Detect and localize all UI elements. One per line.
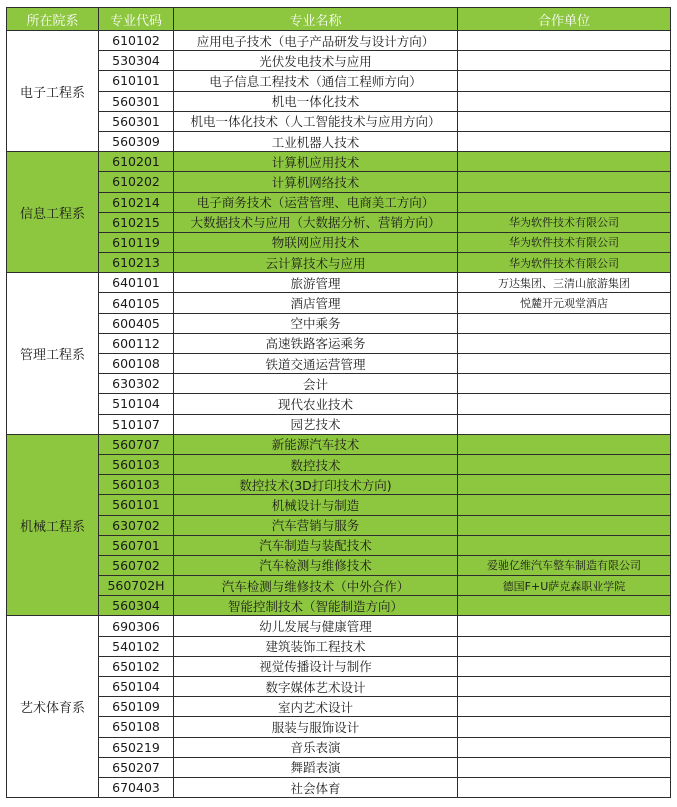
table-row — [7, 697, 671, 717]
name-cell: 酒店管理 — [174, 293, 458, 313]
name-cell: 机电一体化技术（人工智能技术与应用方向） — [174, 111, 458, 131]
table-row — [7, 495, 671, 515]
code-cell: 650104 — [99, 677, 174, 697]
table-row — [7, 232, 671, 252]
name-cell: 建筑装饰工程技术 — [174, 636, 458, 656]
code-cell: 560701 — [99, 535, 174, 555]
partner-cell: 悦麓开元观堂酒店 — [458, 293, 671, 313]
table-row — [7, 616, 671, 636]
name-cell: 新能源汽车技术 — [174, 434, 458, 454]
name-cell: 智能控制技术（智能制造方向） — [174, 596, 458, 616]
code-cell: 540102 — [99, 636, 174, 656]
code-cell: 640101 — [99, 273, 174, 293]
table-row — [7, 91, 671, 111]
table-row — [7, 576, 671, 596]
table-row — [7, 677, 671, 697]
code-cell: 630702 — [99, 515, 174, 535]
table-row — [7, 636, 671, 656]
code-cell: 690306 — [99, 616, 174, 636]
partner-cell — [458, 91, 671, 111]
code-cell: 670403 — [99, 777, 174, 797]
table-body — [7, 31, 671, 798]
name-cell: 舞蹈表演 — [174, 757, 458, 777]
table-row — [7, 313, 671, 333]
partner-cell: 华为软件技术有限公司 — [458, 212, 671, 232]
table-row — [7, 717, 671, 737]
code-cell: 610202 — [99, 172, 174, 192]
name-cell: 数控技术 — [174, 454, 458, 474]
code-cell: 560301 — [99, 111, 174, 131]
header-row — [7, 8, 671, 31]
table-row — [7, 131, 671, 151]
partner-cell — [458, 31, 671, 51]
table-row — [7, 192, 671, 212]
dept-cell: 电子工程系 — [7, 31, 99, 152]
name-cell: 铁道交通运营管理 — [174, 354, 458, 374]
partner-cell — [458, 192, 671, 212]
table-row — [7, 212, 671, 232]
code-cell: 560103 — [99, 454, 174, 474]
table-row — [7, 434, 671, 454]
code-cell: 650108 — [99, 717, 174, 737]
table-row — [7, 293, 671, 313]
table-row — [7, 555, 671, 575]
code-cell: 650207 — [99, 757, 174, 777]
name-cell: 应用电子技术（电子产品研发与设计方向） — [174, 31, 458, 51]
name-cell: 社会体育 — [174, 777, 458, 797]
partner-cell — [458, 717, 671, 737]
dept-cell: 管理工程系 — [7, 273, 99, 435]
partner-cell — [458, 71, 671, 91]
name-cell: 汽车制造与装配技术 — [174, 535, 458, 555]
partner-cell — [458, 535, 671, 555]
code-cell: 610201 — [99, 152, 174, 172]
table-row — [7, 757, 671, 777]
table-row — [7, 374, 671, 394]
table-row — [7, 515, 671, 535]
partner-cell — [458, 152, 671, 172]
partner-cell — [458, 677, 671, 697]
code-cell: 560702 — [99, 555, 174, 575]
name-cell: 电子商务技术（运营管理、电商美工方向） — [174, 192, 458, 212]
name-cell: 园艺技术 — [174, 414, 458, 434]
code-cell: 560304 — [99, 596, 174, 616]
name-cell: 服装与服饰设计 — [174, 717, 458, 737]
code-cell: 630302 — [99, 374, 174, 394]
code-cell: 560707 — [99, 434, 174, 454]
table-row — [7, 596, 671, 616]
name-cell: 大数据技术与应用（大数据分析、营销方向） — [174, 212, 458, 232]
table-row — [7, 172, 671, 192]
name-cell: 计算机网络技术 — [174, 172, 458, 192]
majors-table — [6, 7, 671, 798]
table-row — [7, 31, 671, 51]
table-row — [7, 51, 671, 71]
code-cell: 560301 — [99, 91, 174, 111]
name-cell: 数字媒体艺术设计 — [174, 677, 458, 697]
partner-cell — [458, 454, 671, 474]
partner-cell — [458, 333, 671, 353]
partner-cell — [458, 596, 671, 616]
table-row — [7, 333, 671, 353]
name-cell: 汽车检测与维修技术（中外合作） — [174, 576, 458, 596]
name-cell: 会计 — [174, 374, 458, 394]
name-cell: 汽车营销与服务 — [174, 515, 458, 535]
partner-cell — [458, 354, 671, 374]
name-cell: 空中乘务 — [174, 313, 458, 333]
code-cell: 610119 — [99, 232, 174, 252]
dept-cell: 信息工程系 — [7, 152, 99, 273]
table-row — [7, 111, 671, 131]
partner-cell — [458, 777, 671, 797]
partner-cell — [458, 515, 671, 535]
partner-cell — [458, 697, 671, 717]
table-row — [7, 777, 671, 797]
header-name: 专业名称 — [174, 8, 458, 31]
header-partner: 合作单位 — [458, 8, 671, 31]
partner-cell: 爱驰亿维汽车整车制造有限公司 — [458, 555, 671, 575]
partner-cell — [458, 636, 671, 656]
name-cell: 工业机器人技术 — [174, 131, 458, 151]
partner-cell — [458, 737, 671, 757]
code-cell: 510107 — [99, 414, 174, 434]
name-cell: 音乐表演 — [174, 737, 458, 757]
code-cell: 650109 — [99, 697, 174, 717]
partner-cell: 华为软件技术有限公司 — [458, 232, 671, 252]
partner-cell — [458, 374, 671, 394]
code-cell: 610213 — [99, 253, 174, 273]
code-cell: 610101 — [99, 71, 174, 91]
name-cell: 云计算技术与应用 — [174, 253, 458, 273]
partner-cell: 万达集团、三清山旅游集团 — [458, 273, 671, 293]
table-row — [7, 535, 671, 555]
partner-cell — [458, 414, 671, 434]
table-row — [7, 394, 671, 414]
partner-cell — [458, 131, 671, 151]
table-row — [7, 454, 671, 474]
partner-cell — [458, 475, 671, 495]
partner-cell — [458, 111, 671, 131]
code-cell: 560309 — [99, 131, 174, 151]
table-row — [7, 354, 671, 374]
code-cell: 600112 — [99, 333, 174, 353]
code-cell: 600108 — [99, 354, 174, 374]
partner-cell — [458, 757, 671, 777]
partner-cell — [458, 394, 671, 414]
code-cell: 610214 — [99, 192, 174, 212]
partner-cell — [458, 172, 671, 192]
name-cell: 现代农业技术 — [174, 394, 458, 414]
name-cell: 光伏发电技术与应用 — [174, 51, 458, 71]
table-row — [7, 475, 671, 495]
table-row — [7, 152, 671, 172]
code-cell: 560702H — [99, 576, 174, 596]
name-cell: 电子信息工程技术（通信工程师方向） — [174, 71, 458, 91]
code-cell: 650102 — [99, 656, 174, 676]
partner-cell: 华为软件技术有限公司 — [458, 253, 671, 273]
code-cell: 610215 — [99, 212, 174, 232]
table-row — [7, 273, 671, 293]
table-row — [7, 71, 671, 91]
dept-cell: 机械工程系 — [7, 434, 99, 616]
table-row — [7, 656, 671, 676]
code-cell: 600405 — [99, 313, 174, 333]
name-cell: 数控技术(3D打印技术方向) — [174, 475, 458, 495]
table-row — [7, 253, 671, 273]
name-cell: 高速铁路客运乘务 — [174, 333, 458, 353]
name-cell: 室内艺术设计 — [174, 697, 458, 717]
code-cell: 650219 — [99, 737, 174, 757]
partner-cell — [458, 313, 671, 333]
header-code: 专业代码 — [99, 8, 174, 31]
code-cell: 640105 — [99, 293, 174, 313]
partner-cell — [458, 616, 671, 636]
code-cell: 560101 — [99, 495, 174, 515]
name-cell: 汽车检测与维修技术 — [174, 555, 458, 575]
name-cell: 计算机应用技术 — [174, 152, 458, 172]
partner-cell — [458, 51, 671, 71]
table-row — [7, 414, 671, 434]
code-cell: 530304 — [99, 51, 174, 71]
partner-cell — [458, 434, 671, 454]
name-cell: 幼儿发展与健康管理 — [174, 616, 458, 636]
partner-cell — [458, 495, 671, 515]
partner-cell — [458, 656, 671, 676]
partner-cell: 德国F+U萨克森职业学院 — [458, 576, 671, 596]
code-cell: 560103 — [99, 475, 174, 495]
code-cell: 510104 — [99, 394, 174, 414]
code-cell: 610102 — [99, 31, 174, 51]
dept-cell: 艺术体育系 — [7, 616, 99, 798]
name-cell: 视觉传播设计与制作 — [174, 656, 458, 676]
name-cell: 机械设计与制造 — [174, 495, 458, 515]
name-cell: 机电一体化技术 — [174, 91, 458, 111]
name-cell: 物联网应用技术 — [174, 232, 458, 252]
name-cell: 旅游管理 — [174, 273, 458, 293]
header-dept: 所在院系 — [7, 8, 99, 31]
table-row — [7, 737, 671, 757]
